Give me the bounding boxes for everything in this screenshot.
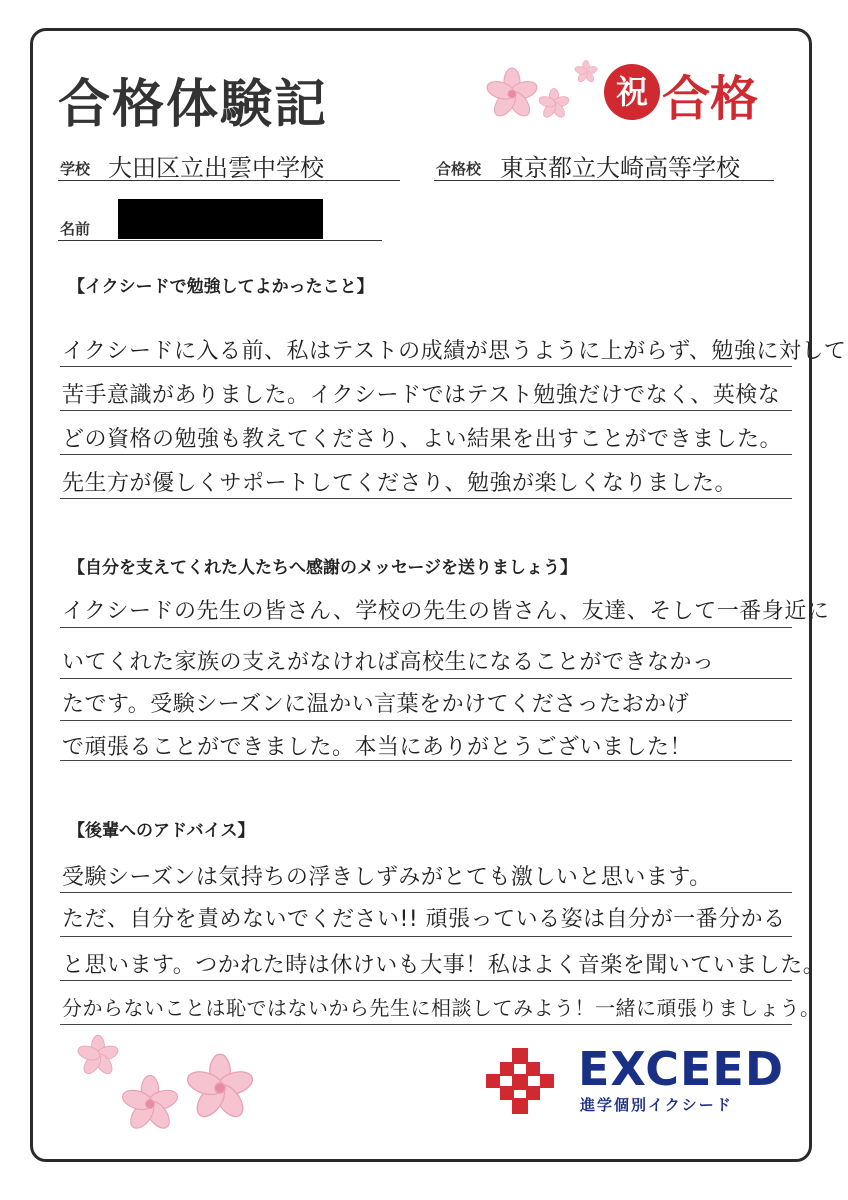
name-label: 名前 [60, 220, 91, 238]
sakura-icon [485, 60, 598, 119]
sakura-decoration-bottom [70, 1030, 270, 1140]
section-title-advice: 【後輩へのアドバイス】 [68, 821, 255, 841]
ruled-line [60, 678, 792, 679]
exceed-logo-text: EXCEED [578, 1042, 785, 1096]
redacted-name [118, 199, 323, 239]
passed-heading: 合格 [662, 71, 759, 127]
celebration-badge: 祝 [604, 64, 660, 120]
ruled-line [60, 720, 792, 721]
school-label: 学校 [60, 160, 91, 178]
section-thanks-line: で頑張ることができました。本当にありがとうございました！ [62, 735, 693, 760]
ruled-line [60, 936, 792, 937]
page-title: 合格体験記 [58, 75, 329, 135]
ruled-line [60, 1024, 792, 1025]
ruled-line [60, 454, 792, 455]
section-title-benefits: 【イクシードで勉強してよかったこと】 [68, 277, 374, 297]
sakura-decoration-top [484, 60, 604, 130]
ruled-line [60, 366, 792, 367]
section-title-thanks: 【自分を支えてくれた人たちへ感謝のメッセージを送りましょう】 [68, 558, 577, 578]
ruled-line [60, 980, 792, 981]
school-value: 大田区立出雲中学校 [108, 154, 324, 182]
name-underline [58, 240, 382, 241]
ruled-line [60, 498, 792, 499]
section-benefits-line: どの資格の勉強も教えてくださり、よい結果を出すことができました。 [62, 427, 783, 452]
passed-school-label: 合格校 [436, 160, 482, 178]
section-advice-line: と思います。つかれた時は休けいも大事！私はよく音楽を聞いていました。 [62, 953, 826, 978]
sakura-icon [76, 1035, 255, 1132]
section-advice-line: 受験シーズンは気持ちの浮きしずみがとても激しいと思います。 [62, 865, 712, 890]
passed-school-underline [434, 180, 774, 181]
section-thanks-line: たです。受験シーズンに温かい言葉をかけてくださったおかげ [62, 692, 690, 717]
ruled-line [60, 892, 792, 893]
passed-school-value: 東京都立大崎高等学校 [500, 154, 740, 182]
exceed-logo-subtitle: 進学個別イクシード [580, 1096, 733, 1114]
ruled-line [60, 760, 792, 761]
school-underline [58, 180, 400, 181]
section-thanks-line: イクシードの先生の皆さん、学校の先生の皆さん、友達、そして一番身近に [62, 599, 830, 624]
ruled-line [60, 410, 792, 411]
section-thanks-line: いてくれた家族の支えがなければ高校生になることができなかっ [62, 650, 715, 675]
section-benefits-line: 苦手意識がありました。イクシードではテスト勉強だけでなく、英検な [62, 383, 781, 408]
ruled-line [60, 627, 792, 628]
section-advice-line: ただ、自分を責めないでください!! 頑張っている姿は自分が一番分かる [62, 907, 786, 932]
section-benefits-line: 先生方が優しくサポートしてくださり、勉強が楽しくなりました。 [62, 471, 738, 496]
section-benefits-line: イクシードに入る前、私はテストの成績が思うように上がらず、勉強に対して [62, 339, 847, 364]
section-advice-line: 分からないことは恥ではないから先生に相談してみよう！一緒に頑張りましょう。 [62, 996, 821, 1020]
exceed-cross-logo-icon [484, 1048, 556, 1114]
